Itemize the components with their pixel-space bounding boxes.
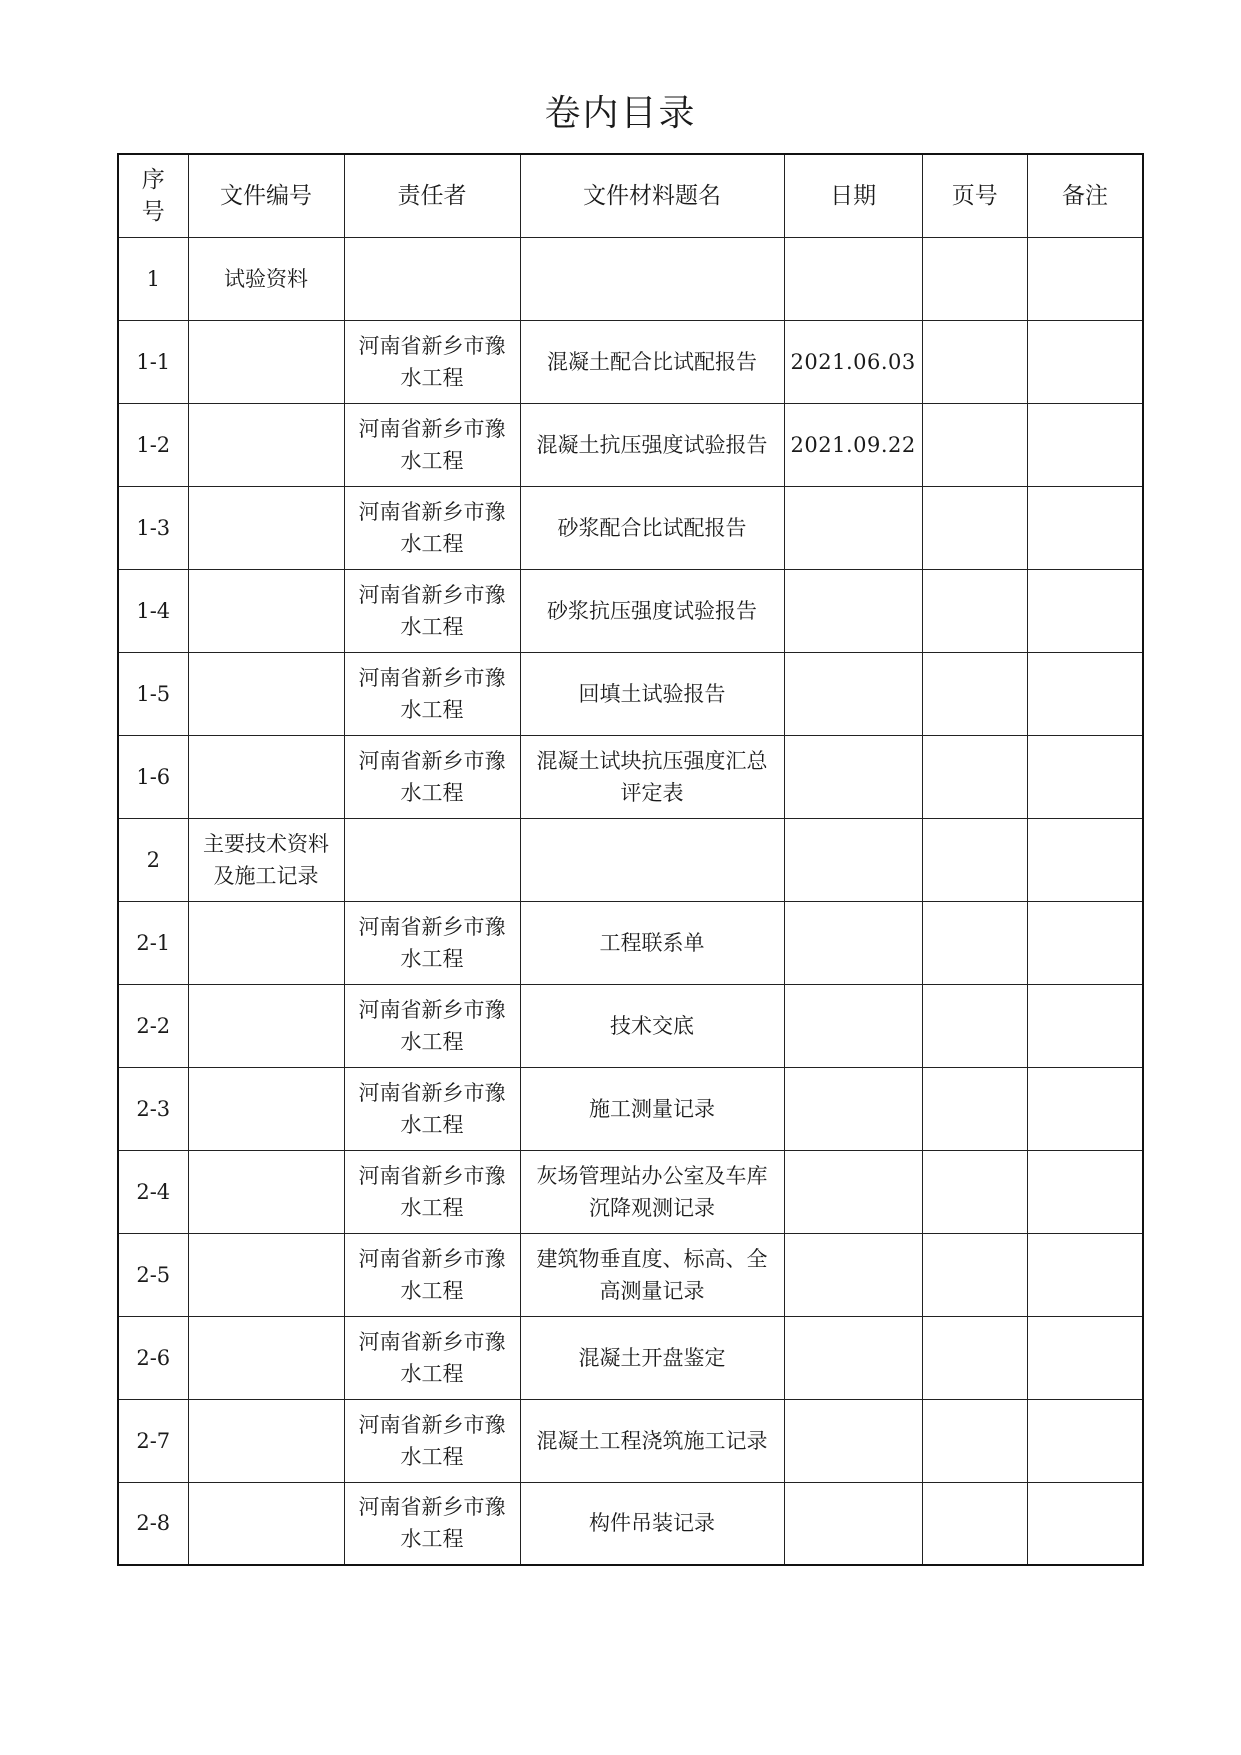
cell-page [922,403,1027,486]
cell-file-code: 试验资料 [188,237,344,320]
cell-date [784,486,922,569]
table-row [118,1067,1143,1150]
cell-seq: 1-3 [118,486,188,569]
table-row [118,569,1143,652]
cell-seq: 2-1 [118,901,188,984]
cell-date [784,1233,922,1316]
table-row [118,403,1143,486]
cell-file-code [188,1067,344,1150]
cell-date [784,652,922,735]
cell-seq: 2-8 [118,1482,188,1565]
cell-seq: 2-2 [118,984,188,1067]
cell-seq: 1-4 [118,569,188,652]
cell-seq: 1-2 [118,403,188,486]
page-title: 卷内目录 [544,93,697,134]
cell-seq: 2-7 [118,1399,188,1482]
header-seq: 序号 [118,154,188,237]
cell-file-code [188,320,344,403]
cell-file-code [188,735,344,818]
cell-doc-title: 混凝土抗压强度试验报告 [520,403,784,486]
table-row [118,1482,1143,1565]
header-doc-title: 文件材料题名 [520,154,784,237]
cell-date [784,569,922,652]
cell-responsible [344,237,520,320]
cell-doc-title: 混凝土试块抗压强度汇总评定表 [520,735,784,818]
cell-file-code [188,984,344,1067]
cell-responsible: 河南省新乡市豫水工程 [344,1150,520,1233]
table-row [118,818,1143,901]
table-row [118,1399,1143,1482]
cell-page [922,984,1027,1067]
cell-seq: 2-3 [118,1067,188,1150]
cell-responsible: 河南省新乡市豫水工程 [344,486,520,569]
cell-page [922,735,1027,818]
cell-seq: 2-6 [118,1316,188,1399]
cell-seq: 2 [118,818,188,901]
table-row [118,901,1143,984]
header-page: 页号 [922,154,1027,237]
cell-doc-title: 建筑物垂直度、标高、全高测量记录 [520,1233,784,1316]
cell-responsible: 河南省新乡市豫水工程 [344,1399,520,1482]
cell-file-code [188,652,344,735]
cell-doc-title: 回填土试验报告 [520,652,784,735]
cell-remark [1027,1067,1143,1150]
table-row [118,320,1143,403]
toc-table [117,153,1144,1566]
cell-doc-title: 混凝土配合比试配报告 [520,320,784,403]
cell-file-code [188,569,344,652]
cell-remark [1027,1316,1143,1399]
cell-file-code: 主要技术资料及施工记录 [188,818,344,901]
cell-doc-title: 工程联系单 [520,901,784,984]
cell-page [922,1316,1027,1399]
cell-responsible: 河南省新乡市豫水工程 [344,1233,520,1316]
cell-date [784,1067,922,1150]
cell-responsible: 河南省新乡市豫水工程 [344,1067,520,1150]
header-date: 日期 [784,154,922,237]
cell-responsible: 河南省新乡市豫水工程 [344,901,520,984]
cell-date [784,901,922,984]
table-row [118,652,1143,735]
cell-file-code [188,1399,344,1482]
cell-doc-title: 砂浆配合比试配报告 [520,486,784,569]
cell-file-code [188,1233,344,1316]
cell-doc-title: 砂浆抗压强度试验报告 [520,569,784,652]
cell-file-code [188,486,344,569]
cell-file-code [188,1482,344,1565]
table-header-row [118,154,1143,237]
cell-date [784,1316,922,1399]
cell-date [784,1399,922,1482]
cell-page [922,1150,1027,1233]
cell-file-code [188,1150,344,1233]
header-code: 文件编号 [188,154,344,237]
table-row [118,486,1143,569]
cell-remark [1027,818,1143,901]
cell-responsible: 河南省新乡市豫水工程 [344,735,520,818]
cell-seq: 1 [118,237,188,320]
cell-date: 2021.06.03 [784,320,922,403]
cell-responsible: 河南省新乡市豫水工程 [344,320,520,403]
table-row [118,984,1143,1067]
cell-page [922,1067,1027,1150]
cell-doc-title: 技术交底 [520,984,784,1067]
cell-remark [1027,486,1143,569]
cell-responsible: 河南省新乡市豫水工程 [344,1316,520,1399]
cell-file-code [188,1316,344,1399]
cell-doc-title: 混凝土开盘鉴定 [520,1316,784,1399]
cell-doc-title [520,237,784,320]
cell-seq: 2-5 [118,1233,188,1316]
cell-date [784,735,922,818]
cell-remark [1027,569,1143,652]
cell-date [784,1482,922,1565]
cell-responsible: 河南省新乡市豫水工程 [344,403,520,486]
cell-responsible [344,818,520,901]
cell-remark [1027,320,1143,403]
cell-page [922,569,1027,652]
cell-remark [1027,901,1143,984]
cell-responsible: 河南省新乡市豫水工程 [344,984,520,1067]
header-responsible: 责任者 [344,154,520,237]
cell-doc-title: 构件吊装记录 [520,1482,784,1565]
cell-file-code [188,403,344,486]
cell-responsible: 河南省新乡市豫水工程 [344,569,520,652]
cell-page [922,320,1027,403]
cell-page [922,1482,1027,1565]
cell-remark [1027,403,1143,486]
cell-page [922,652,1027,735]
cell-date [784,818,922,901]
cell-page [922,486,1027,569]
cell-responsible: 河南省新乡市豫水工程 [344,1482,520,1565]
cell-remark [1027,1150,1143,1233]
table-row [118,1233,1143,1316]
cell-date: 2021.09.22 [784,403,922,486]
cell-seq: 1-5 [118,652,188,735]
table-row [118,735,1143,818]
cell-remark [1027,1482,1143,1565]
cell-doc-title: 灰场管理站办公室及车库沉降观测记录 [520,1150,784,1233]
header-remark: 备注 [1027,154,1143,237]
cell-page [922,818,1027,901]
cell-remark [1027,1399,1143,1482]
cell-doc-title [520,818,784,901]
cell-responsible: 河南省新乡市豫水工程 [344,652,520,735]
table-body [118,237,1143,1565]
cell-date [784,984,922,1067]
cell-remark [1027,735,1143,818]
cell-doc-title: 混凝土工程浇筑施工记录 [520,1399,784,1482]
cell-seq: 1-1 [118,320,188,403]
cell-date [784,1150,922,1233]
cell-remark [1027,652,1143,735]
cell-seq: 2-4 [118,1150,188,1233]
table-row [118,237,1143,320]
cell-page [922,1233,1027,1316]
cell-remark [1027,984,1143,1067]
cell-seq: 1-6 [118,735,188,818]
cell-remark [1027,237,1143,320]
cell-doc-title: 施工测量记录 [520,1067,784,1150]
cell-date [784,237,922,320]
cell-file-code [188,901,344,984]
cell-page [922,237,1027,320]
cell-remark [1027,1233,1143,1316]
table-row [118,1316,1143,1399]
cell-page [922,1399,1027,1482]
cell-page [922,901,1027,984]
table-row [118,1150,1143,1233]
